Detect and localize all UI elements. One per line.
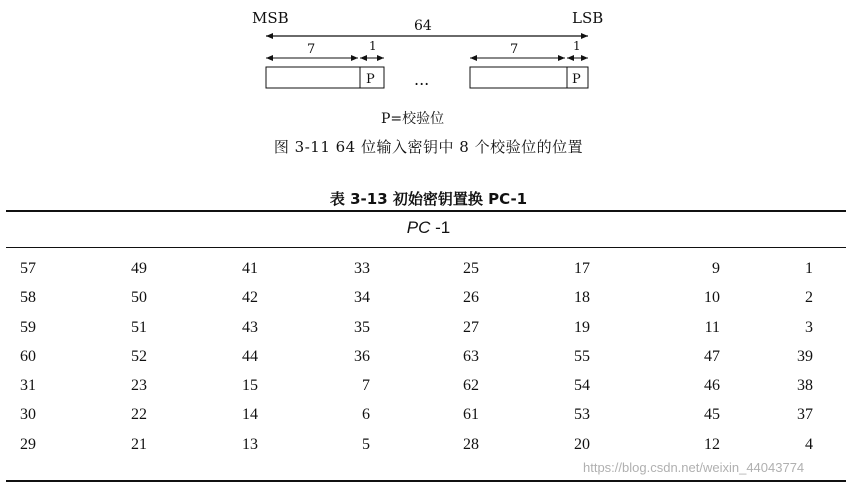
table-cell: 19: [574, 318, 590, 336]
table-cell: 60: [20, 347, 36, 365]
table-cell: 49: [131, 260, 147, 277]
table-cell: 37: [797, 406, 813, 424]
left-parity-cell: P: [366, 72, 375, 87]
ellipsis: ...: [414, 70, 430, 89]
right-block-bits-label: 7: [510, 42, 519, 57]
right-parity-bits-label: 1: [573, 39, 581, 53]
table-row: [0, 287, 857, 316]
right-parity-cell: P: [572, 72, 581, 87]
table-cell: 30: [20, 406, 36, 424]
table-cell: 50: [131, 289, 147, 307]
table-cell: 4: [805, 435, 813, 453]
table-cell: 29: [20, 435, 36, 453]
table-cell: 15: [242, 377, 258, 395]
table-cell: 58: [20, 289, 36, 307]
pc1-table: [0, 258, 857, 463]
table-cell: 11: [704, 318, 720, 336]
left-parity-bits-label: 1: [369, 39, 377, 53]
table-title: 表 3-13 初始密钥置换 PC-1: [329, 190, 528, 208]
table-cell: 9: [712, 260, 720, 277]
table-cell: 62: [463, 377, 479, 395]
table-cell: 13: [242, 435, 258, 453]
table-cell: 25: [463, 260, 479, 277]
table-cell: 57: [20, 260, 36, 277]
table-cell: 12: [704, 435, 720, 453]
table-cell: 1: [805, 260, 813, 277]
table-cell: 41: [242, 260, 258, 277]
table-cell: 44: [242, 347, 258, 365]
table-cell: 36: [354, 347, 370, 365]
table-cell: 22: [131, 406, 147, 424]
table-header-main: PC: [406, 218, 431, 237]
table-cell: 23: [131, 377, 147, 395]
figure-caption: 图 3-11 64 位输入密钥中 8 个校验位的位置: [273, 138, 584, 156]
table-row: [0, 346, 857, 375]
table-cell: 10: [704, 289, 720, 307]
table-row: [0, 258, 857, 287]
table-row: [0, 317, 857, 346]
table-top-rule: [6, 210, 846, 212]
table-cell: 3: [805, 318, 813, 336]
table-cell: 35: [354, 318, 370, 336]
table-cell: 59: [20, 318, 36, 336]
table-cell: 34: [354, 289, 370, 307]
table-row: [0, 375, 857, 404]
table-cell: 2: [805, 289, 813, 307]
table-column-header: [0, 218, 857, 238]
msb-label: MSB: [252, 9, 289, 27]
table-cell: 53: [574, 406, 590, 424]
table-cell: 47: [704, 347, 720, 365]
table-cell: 46: [704, 377, 720, 395]
table-cell: 31: [20, 377, 36, 395]
table-cell: 42: [242, 289, 258, 307]
table-cell: 17: [574, 260, 590, 277]
table-cell: 43: [242, 318, 258, 336]
table-bottom-rule: [6, 480, 846, 482]
table-cell: 54: [574, 377, 590, 395]
lsb-label: LSB: [572, 9, 604, 27]
right-byte-box: [470, 67, 588, 88]
table-cell: 21: [131, 435, 147, 453]
total-bits-label: 64: [414, 18, 432, 34]
table-cell: 5: [362, 435, 370, 453]
table-cell: 52: [131, 347, 147, 365]
table-cell: 63: [463, 347, 479, 365]
table-row: [0, 434, 857, 463]
table-cell: 55: [574, 347, 590, 365]
table-cell: 18: [574, 289, 590, 307]
table-cell: 20: [574, 435, 590, 453]
table-header-suffix: -1: [430, 218, 451, 237]
table-header-rule: [6, 247, 846, 248]
parity-legend: P=校验位: [381, 111, 445, 127]
table-cell: 38: [797, 377, 813, 395]
table-cell: 28: [463, 435, 479, 453]
watermark: https://blog.csdn.net/weixin_44043774: [583, 460, 805, 475]
table-cell: 7: [362, 377, 370, 395]
table-cell: 27: [463, 318, 479, 336]
table-cell: 45: [704, 406, 720, 424]
table-cell: 33: [354, 260, 370, 277]
left-block-bits-label: 7: [307, 42, 316, 57]
table-cell: 61: [463, 406, 479, 424]
table-row: [0, 404, 857, 433]
table-cell: 6: [362, 406, 370, 424]
table-cell: 51: [131, 318, 147, 336]
table-cell: 39: [797, 347, 813, 365]
table-cell: 26: [463, 289, 479, 307]
table-cell: 14: [242, 406, 258, 424]
